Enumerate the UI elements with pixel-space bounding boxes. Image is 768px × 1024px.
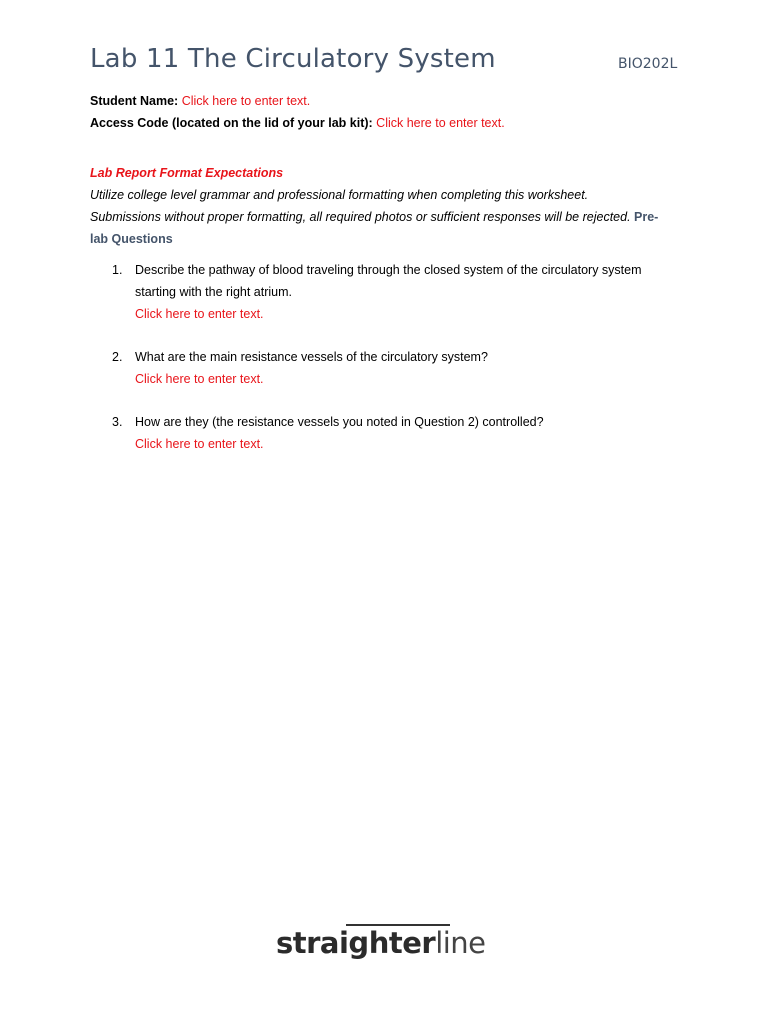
answer-field-1[interactable]: Click here to enter text. bbox=[135, 307, 264, 321]
course-code: BIO202L bbox=[618, 56, 678, 72]
student-name-row bbox=[90, 92, 310, 110]
logo-bold-text: straighter bbox=[276, 926, 436, 960]
student-name-label: Student Name: bbox=[90, 94, 179, 108]
logo-wordmark bbox=[276, 926, 486, 960]
straighterline-logo bbox=[276, 922, 488, 962]
access-code-label: Access Code (located on the lid of your lab kit): bbox=[90, 116, 373, 130]
question-2 bbox=[112, 346, 672, 390]
question-text-line2: starting with the right atrium. bbox=[135, 285, 293, 299]
question-text-line1: Describe the pathway of blood traveling through the closed system of the circulatory system bbox=[135, 263, 642, 277]
page-title: Lab 11 The Circulatory System bbox=[90, 44, 496, 74]
answer-field-3[interactable]: Click here to enter text. bbox=[135, 437, 264, 451]
format-heading: Lab Report Format Expectations bbox=[90, 166, 284, 180]
logo-light-text: line bbox=[435, 926, 486, 960]
access-code-field[interactable]: Click here to enter text. bbox=[376, 116, 505, 130]
question-number: 3. bbox=[112, 415, 123, 429]
question-text-line1: What are the main resistance vessels of the circulatory system? bbox=[135, 350, 488, 364]
question-number: 2. bbox=[112, 350, 123, 364]
answer-field-2[interactable]: Click here to enter text. bbox=[135, 372, 264, 386]
format-line-2: Submissions without proper formatting, all required photos or sufficient responses will be rejected. bbox=[90, 210, 631, 224]
question-number: 1. bbox=[112, 263, 123, 277]
question-3 bbox=[112, 411, 672, 455]
format-line-2-row bbox=[90, 208, 658, 226]
format-line-1: Utilize college level grammar and professional formatting when completing this worksheet. bbox=[90, 188, 589, 202]
prelab-heading-part2: lab Questions bbox=[90, 232, 173, 246]
question-1 bbox=[112, 259, 672, 325]
student-name-field[interactable]: Click here to enter text. bbox=[181, 94, 311, 108]
question-text-line1: How are they (the resistance vessels you noted in Question 2) controlled? bbox=[135, 415, 544, 429]
prelab-heading-part1: Pre- bbox=[634, 210, 659, 224]
access-code-row bbox=[90, 114, 505, 132]
